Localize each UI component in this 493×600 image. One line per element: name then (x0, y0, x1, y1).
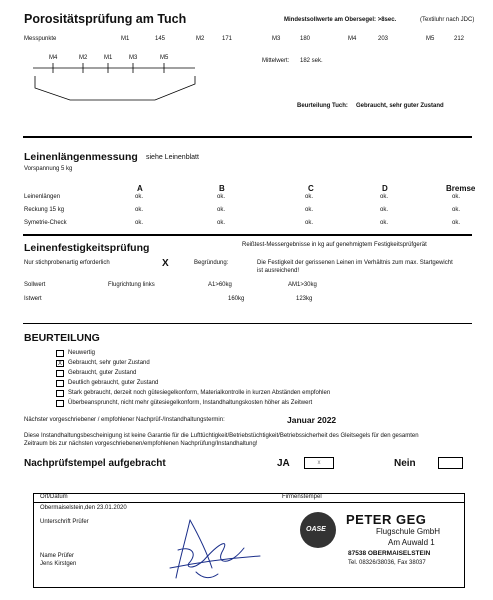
col-a: A (137, 184, 143, 193)
reason-text-1: Die Festigkeit der gerissenen Leinen im Verhältnis zum max. Startgewicht (257, 260, 453, 266)
reason-label: Begründung: (194, 260, 229, 266)
point-m2-value: 171 (222, 36, 233, 42)
porosity-min-label: Mindestsollwerte am Obersegel: >8sec. (284, 17, 397, 23)
mean-value: 182 sek. (300, 58, 323, 64)
target-a1: A1>60kg (208, 282, 232, 288)
actual-am1: 123kg (296, 296, 313, 302)
company-name: PETER GEG (346, 512, 427, 527)
cell: ok. (305, 194, 314, 200)
cell: ok. (452, 207, 461, 213)
sample-label: Nur stichprobenartig erforderlich (24, 260, 110, 266)
point-m5-value: 212 (454, 36, 465, 42)
option-label: Neuwertig (68, 350, 96, 356)
date-label: Ort/Datum (40, 494, 68, 500)
option-checkbox[interactable] (56, 370, 64, 377)
company-sub: Flugschule GmbH (376, 527, 441, 536)
next-date-label: Nächster vorgeschriebener / empfohlener Nachprüf-/Instandhaltungstermin: (24, 417, 225, 423)
row-label: Leinenlängen (24, 194, 61, 200)
point-m2-name: M2 (196, 36, 205, 42)
option-checkbox[interactable] (56, 380, 64, 387)
row-label: Symetrie-Check (24, 220, 67, 226)
line-length-title: Leinenlängenmessung (24, 151, 138, 163)
sample-mark: X (162, 258, 169, 269)
cell: ok. (217, 220, 226, 226)
line-length-subtitle: siehe Leinenblatt (146, 154, 199, 161)
diagram-label-m4: M4 (49, 55, 58, 61)
line-strength-title: Leinenfestigkeitsprüfung (24, 242, 150, 254)
option-label: Überbeanspruncht, nicht mehr gütesiegelkonform, Instandhaltungskosten höher als Zeitwert (68, 400, 313, 406)
point-m4-name: M4 (348, 36, 357, 42)
stamp-applied-label: Nachprüfstempel aufgebracht (24, 458, 166, 469)
cell: ok. (452, 194, 461, 200)
porosity-title: Porositätsprüfung am Tuch (24, 12, 187, 26)
line-strength-note: Reißtest-Messergebnisse in kg auf genehmigtem Festigkeitsprüfgerät (242, 242, 427, 248)
signature-scribble (160, 508, 270, 586)
option-label: Gebraucht, guter Zustand (68, 370, 137, 376)
point-m3-value: 180 (300, 36, 311, 42)
assessment-value: Gebraucht, sehr guter Zustand (356, 103, 444, 109)
point-m1-name: M1 (121, 36, 130, 42)
oase-logo-text: OASE (306, 526, 326, 533)
company-phone: Tel. 08326/38036, Fax 38037 (348, 560, 426, 566)
option-label: Gebraucht, sehr guter Zustand (68, 360, 150, 366)
col-b: B (219, 184, 225, 193)
cell: ok. (305, 207, 314, 213)
evaluation-title: BEURTEILUNG (24, 332, 100, 344)
cell: ok. (305, 220, 314, 226)
signature-box-divider (33, 502, 465, 503)
cell: ok. (217, 207, 226, 213)
porosity-min-note: (Textiluhr nach JDC) (420, 17, 475, 23)
company-stamp-label: Firmenstempel (282, 494, 322, 500)
actual-a1: 160kg (228, 296, 245, 302)
option-checkbox[interactable] (56, 350, 64, 357)
cell: ok. (380, 207, 389, 213)
ja-checkbox[interactable]: x (304, 457, 334, 469)
option-checkbox[interactable]: X (57, 361, 62, 367)
row-label: Reckung 15 kg (24, 207, 65, 213)
option-label: Deutlich gebraucht, guter Zustand (68, 380, 159, 386)
nein-label: Nein (394, 458, 416, 469)
inspector-name-label: Name Prüfer (40, 553, 75, 559)
section-divider (23, 136, 472, 138)
section-divider (23, 234, 472, 236)
point-m3-name: M3 (272, 36, 281, 42)
reason-text-2: ist ausreichend! (257, 268, 300, 274)
section-divider (23, 323, 472, 324)
target-label: Sollwert (24, 282, 46, 288)
diagram-label-m5: M5 (160, 55, 169, 61)
mean-label: Mittelwert: (262, 58, 290, 64)
assessment-label: Beurteilung Tuch: (297, 103, 348, 109)
ja-label: JA (277, 458, 290, 469)
company-city: 87538 OBERMAISELSTEIN (348, 550, 431, 557)
cell: ok. (135, 207, 144, 213)
wing-diagram (30, 60, 200, 105)
nein-checkbox[interactable] (438, 457, 463, 469)
point-m1-value: 145 (155, 36, 166, 42)
cell: ok. (380, 194, 389, 200)
direction-label: Flugrichtung links (108, 282, 155, 288)
signer-label: Unterschrift Prüfer (40, 519, 89, 525)
diagram-label-m3: M3 (129, 55, 138, 61)
tension-label: Vorspannung 5 kg (24, 166, 73, 172)
company-street: Am Auwald 1 (388, 538, 435, 547)
point-m4-value: 203 (378, 36, 389, 42)
cell: ok. (452, 220, 461, 226)
target-am1: AM1>30kg (288, 282, 317, 288)
date-value: Obermaiselstein,den 23.01.2020 (40, 505, 127, 511)
inspector-name-value: Jens Kirstgen (40, 561, 77, 567)
diagram-label-m2: M2 (79, 55, 88, 61)
option-checkbox[interactable] (56, 400, 64, 407)
col-bremse: Bremse (446, 184, 476, 193)
disclaimer-line-1: Diese Instandhaltungsbescheinigung ist keine Garantie für die Lufttüchtigkeit/Betriebstüchtigkeit/Betriebssicherheit des Gleitsegels für den gesamten (24, 433, 419, 439)
option-checkbox[interactable] (56, 390, 64, 397)
col-d: D (382, 184, 388, 193)
cell: ok. (217, 194, 226, 200)
next-date-value: Januar 2022 (287, 415, 337, 425)
point-m5-name: M5 (426, 36, 435, 42)
cell: ok. (135, 220, 144, 226)
col-c: C (308, 184, 314, 193)
actual-label: Istwert (24, 296, 42, 302)
disclaimer-line-2: Zeitraum bis zur nächsten vorgeschriebenen/empfohlenen Nachprüfung/Instandhaltung! (24, 441, 258, 447)
diagram-label-m1: M1 (104, 55, 113, 61)
option-label: Stark gebraucht, derzeit noch gütesiegelkonform, Materialkontrolle in kurzen Abständen empfohlen (68, 390, 331, 396)
cell: ok. (380, 220, 389, 226)
measure-points-label: Messpunkte (24, 36, 57, 42)
cell: ok. (135, 194, 144, 200)
